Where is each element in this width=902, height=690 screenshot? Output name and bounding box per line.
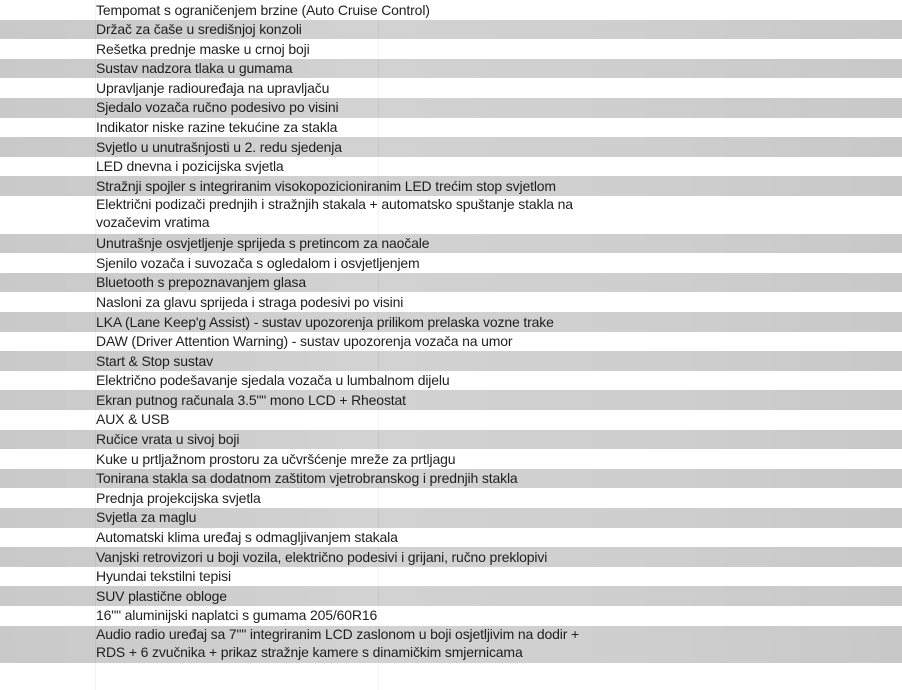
feature-label: Sjedalo vozača ručno podesivo po visini: [96, 99, 339, 116]
feature-label: Držač za čaše u središnjoj konzoli: [96, 21, 302, 38]
feature-row: [0, 137, 902, 157]
feature-label: Hyundai tekstilni tepisi: [96, 568, 231, 585]
feature-row: [0, 410, 902, 430]
scan-artifact-line: [378, 0, 379, 690]
feature-label: Indikator niske razine tekućine za stakla: [96, 119, 338, 136]
feature-label: LKA (Lane Keep'g Assist) - sustav upozorenja prilikom prelaska vozne trake: [96, 313, 554, 330]
feature-label: SUV plastične obloge: [96, 587, 227, 604]
feature-label: Rešetka prednje maske u crnoj boji: [96, 40, 310, 57]
feature-row: [0, 78, 902, 98]
feature-label: Bluetooth s prepoznavanjem glasa: [96, 274, 307, 291]
feature-label: Električni podizači prednjih i stražnjih stakala + automatsko spuštanje stakla na vozačevim vratima: [96, 196, 573, 230]
feature-row: [0, 118, 902, 138]
feature-row: [0, 273, 902, 293]
feature-label: Audio radio uređaj sa 7"" integriranim LCD zaslonom u boji osjetljivim na dodir + RDS + 6 zvučnika + prikaz stražnje kamere s dinamičkim smjernicama: [96, 626, 579, 660]
feature-row: [0, 390, 902, 410]
feature-label: Sjenilo vozača i suvozača s ogledalom i osvjetljenjem: [96, 254, 420, 271]
feature-row: [0, 449, 902, 469]
scan-artifact-line: [95, 0, 96, 690]
feature-row: [0, 157, 902, 177]
feature-row: [0, 351, 902, 371]
feature-label: Nasloni za glavu sprijeda i straga podesivi po visini: [96, 293, 404, 310]
feature-row: [0, 586, 902, 606]
feature-row: [0, 469, 902, 489]
feature-row: [0, 59, 902, 79]
feature-label: Sustav nadzora tlaka u gumama: [96, 60, 293, 77]
feature-label: AUX & USB: [96, 411, 170, 428]
feature-row: [0, 253, 902, 273]
feature-row: [0, 626, 902, 664]
feature-row: [0, 39, 902, 59]
feature-label: Električno podešavanje sjedala vozača u lumbalnom dijelu: [96, 372, 450, 389]
feature-label: 16"" aluminijski naplatci s gumama 205/60R16: [96, 607, 378, 624]
feature-row: [0, 430, 902, 450]
feature-label: Stražnji spojler s integriranim visokopozicioniranim LED trećim stop svjetlom: [96, 177, 556, 194]
feature-row: [0, 98, 902, 118]
feature-label: Ekran putnog računala 3.5"" mono LCD + Rheostat: [96, 391, 406, 408]
feature-label: Svjetlo u unutrašnjosti u 2. redu sjedenja: [96, 138, 342, 155]
feature-label: Tempomat s ograničenjem brzine (Auto Cruise Control): [96, 1, 430, 18]
feature-row: [0, 606, 902, 626]
feature-label: Tonirana stakla sa dodatnom zaštitom vjetrobranskog i prednjih stakla: [96, 470, 518, 487]
feature-row: [0, 20, 902, 40]
feature-label: Svjetla za maglu: [96, 509, 197, 526]
feature-row: [0, 528, 902, 548]
feature-label: Ručice vrata u sivoj boji: [96, 431, 240, 448]
feature-label: Start & Stop sustav: [96, 352, 213, 369]
feature-row: [0, 196, 902, 234]
feature-row: [0, 488, 902, 508]
feature-row: [0, 234, 902, 254]
feature-label: Upravljanje radiouređaja na upravljaču: [96, 79, 330, 96]
feature-row: [0, 508, 902, 528]
feature-label: Prednja projekcijska svjetla: [96, 489, 261, 506]
feature-row: [0, 332, 902, 352]
feature-row: [0, 176, 902, 196]
feature-label: Automatski klima uređaj s odmagljivanjem stakala: [96, 529, 398, 546]
feature-row: [0, 292, 902, 312]
feature-row: [0, 312, 902, 332]
feature-row: [0, 547, 902, 567]
feature-label: Unutrašnje osvjetljenje sprijeda s pretincom za naočale: [96, 235, 430, 252]
feature-row: [0, 371, 902, 391]
feature-row: [0, 0, 902, 20]
feature-label: Vanjski retrovizori u boji vozila, električno podesivi i grijani, ručno preklopivi: [96, 548, 548, 565]
feature-label: DAW (Driver Attention Warning) - sustav upozorenja vozača na umor: [96, 333, 513, 350]
feature-label: Kuke u prtljažnom prostoru za učvršćenje mreže za prtljagu: [96, 450, 456, 467]
feature-label: LED dnevna i pozicijska svjetla: [96, 158, 284, 175]
feature-row: [0, 567, 902, 587]
